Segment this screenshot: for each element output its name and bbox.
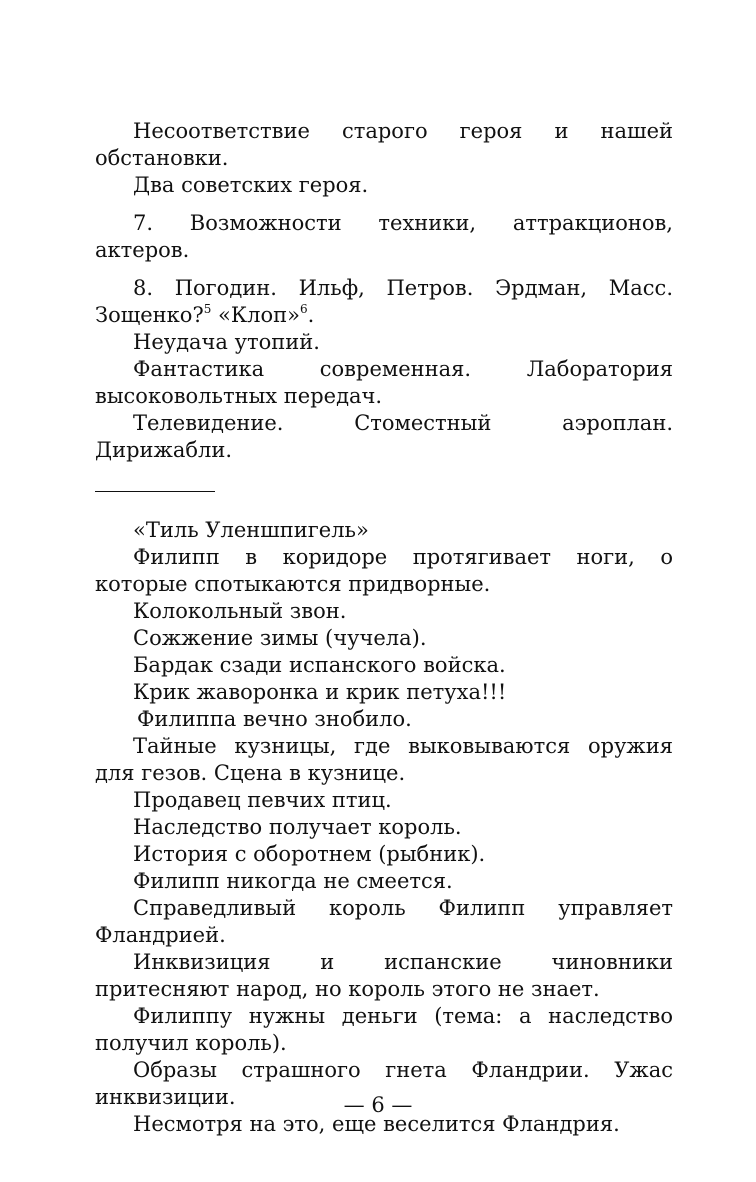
paragraph-1: Несоответствие старого героя и нашей обстановки. <box>95 119 673 170</box>
footnote-ref-6: 6 <box>299 302 308 316</box>
page-body <box>95 118 673 1138</box>
footnote-divider <box>95 491 215 492</box>
note-line: Филипп никогда не смеется. <box>133 869 453 893</box>
note-line: Бардак сзади испанского войска. <box>133 653 506 677</box>
note-line: Справедливый король Филипп управляет Фландрией. <box>95 896 673 947</box>
paragraph-4 <box>95 275 673 329</box>
note-line: Инквизиция и испанские чиновники притесняют народ, но король этого не знает. <box>95 950 673 1001</box>
page-number: — 6 — <box>343 1093 413 1117</box>
note-line: Несмотря на это, еще веселится Фландрия. <box>133 1112 620 1136</box>
note-line: Сожжение зимы (чучела). <box>133 626 427 650</box>
paragraph-4-end: . <box>307 303 315 327</box>
paragraph-3: 7. Возможности техники, аттракционов, актеров. <box>95 211 673 262</box>
note-line: Филиппу нужны деньги (тема: а наследство получил король). <box>95 1004 673 1055</box>
paragraph-4-text: 8. Погодин. Ильф, Петров. Эрдман, Масс. Зощенко? <box>95 276 673 327</box>
paragraph-6: Фантастика современная. Лаборатория высоковольтных передач. <box>95 357 673 408</box>
note-line: Образы страшного гнета Фландрии. Ужас инквизиции. <box>95 1058 673 1109</box>
note-line: Филипп в коридоре протягивает ноги, о которые спотыкаются придворные. <box>95 545 673 596</box>
note-line: Продавец певчих птиц. <box>133 788 392 812</box>
paragraph-2: Два советских героя. <box>133 173 369 197</box>
note-line: Тайные кузницы, где выковываются оружия для гезов. Сцена в кузнице. <box>95 734 673 785</box>
footnote-ref-5: 5 <box>203 302 212 316</box>
note-line: Колокольный звон. <box>133 599 347 623</box>
paragraph-4-quote: «Клоп» <box>211 303 300 327</box>
paragraph-5: Неудача утопий. <box>133 330 320 354</box>
paragraph-7: Телевидение. Стоместный аэроплан. Дирижабли. <box>95 411 673 462</box>
note-line: История с оборотнем (рыбник). <box>133 842 486 866</box>
note-line: Филиппа вечно знобило. <box>137 707 412 731</box>
note-line: Крик жаворонка и крик петуха!!! <box>133 680 507 704</box>
note-line: Наследство получает король. <box>133 815 462 839</box>
footnote-section <box>95 517 673 1138</box>
note-title: «Тиль Уленшпигель» <box>133 518 369 542</box>
